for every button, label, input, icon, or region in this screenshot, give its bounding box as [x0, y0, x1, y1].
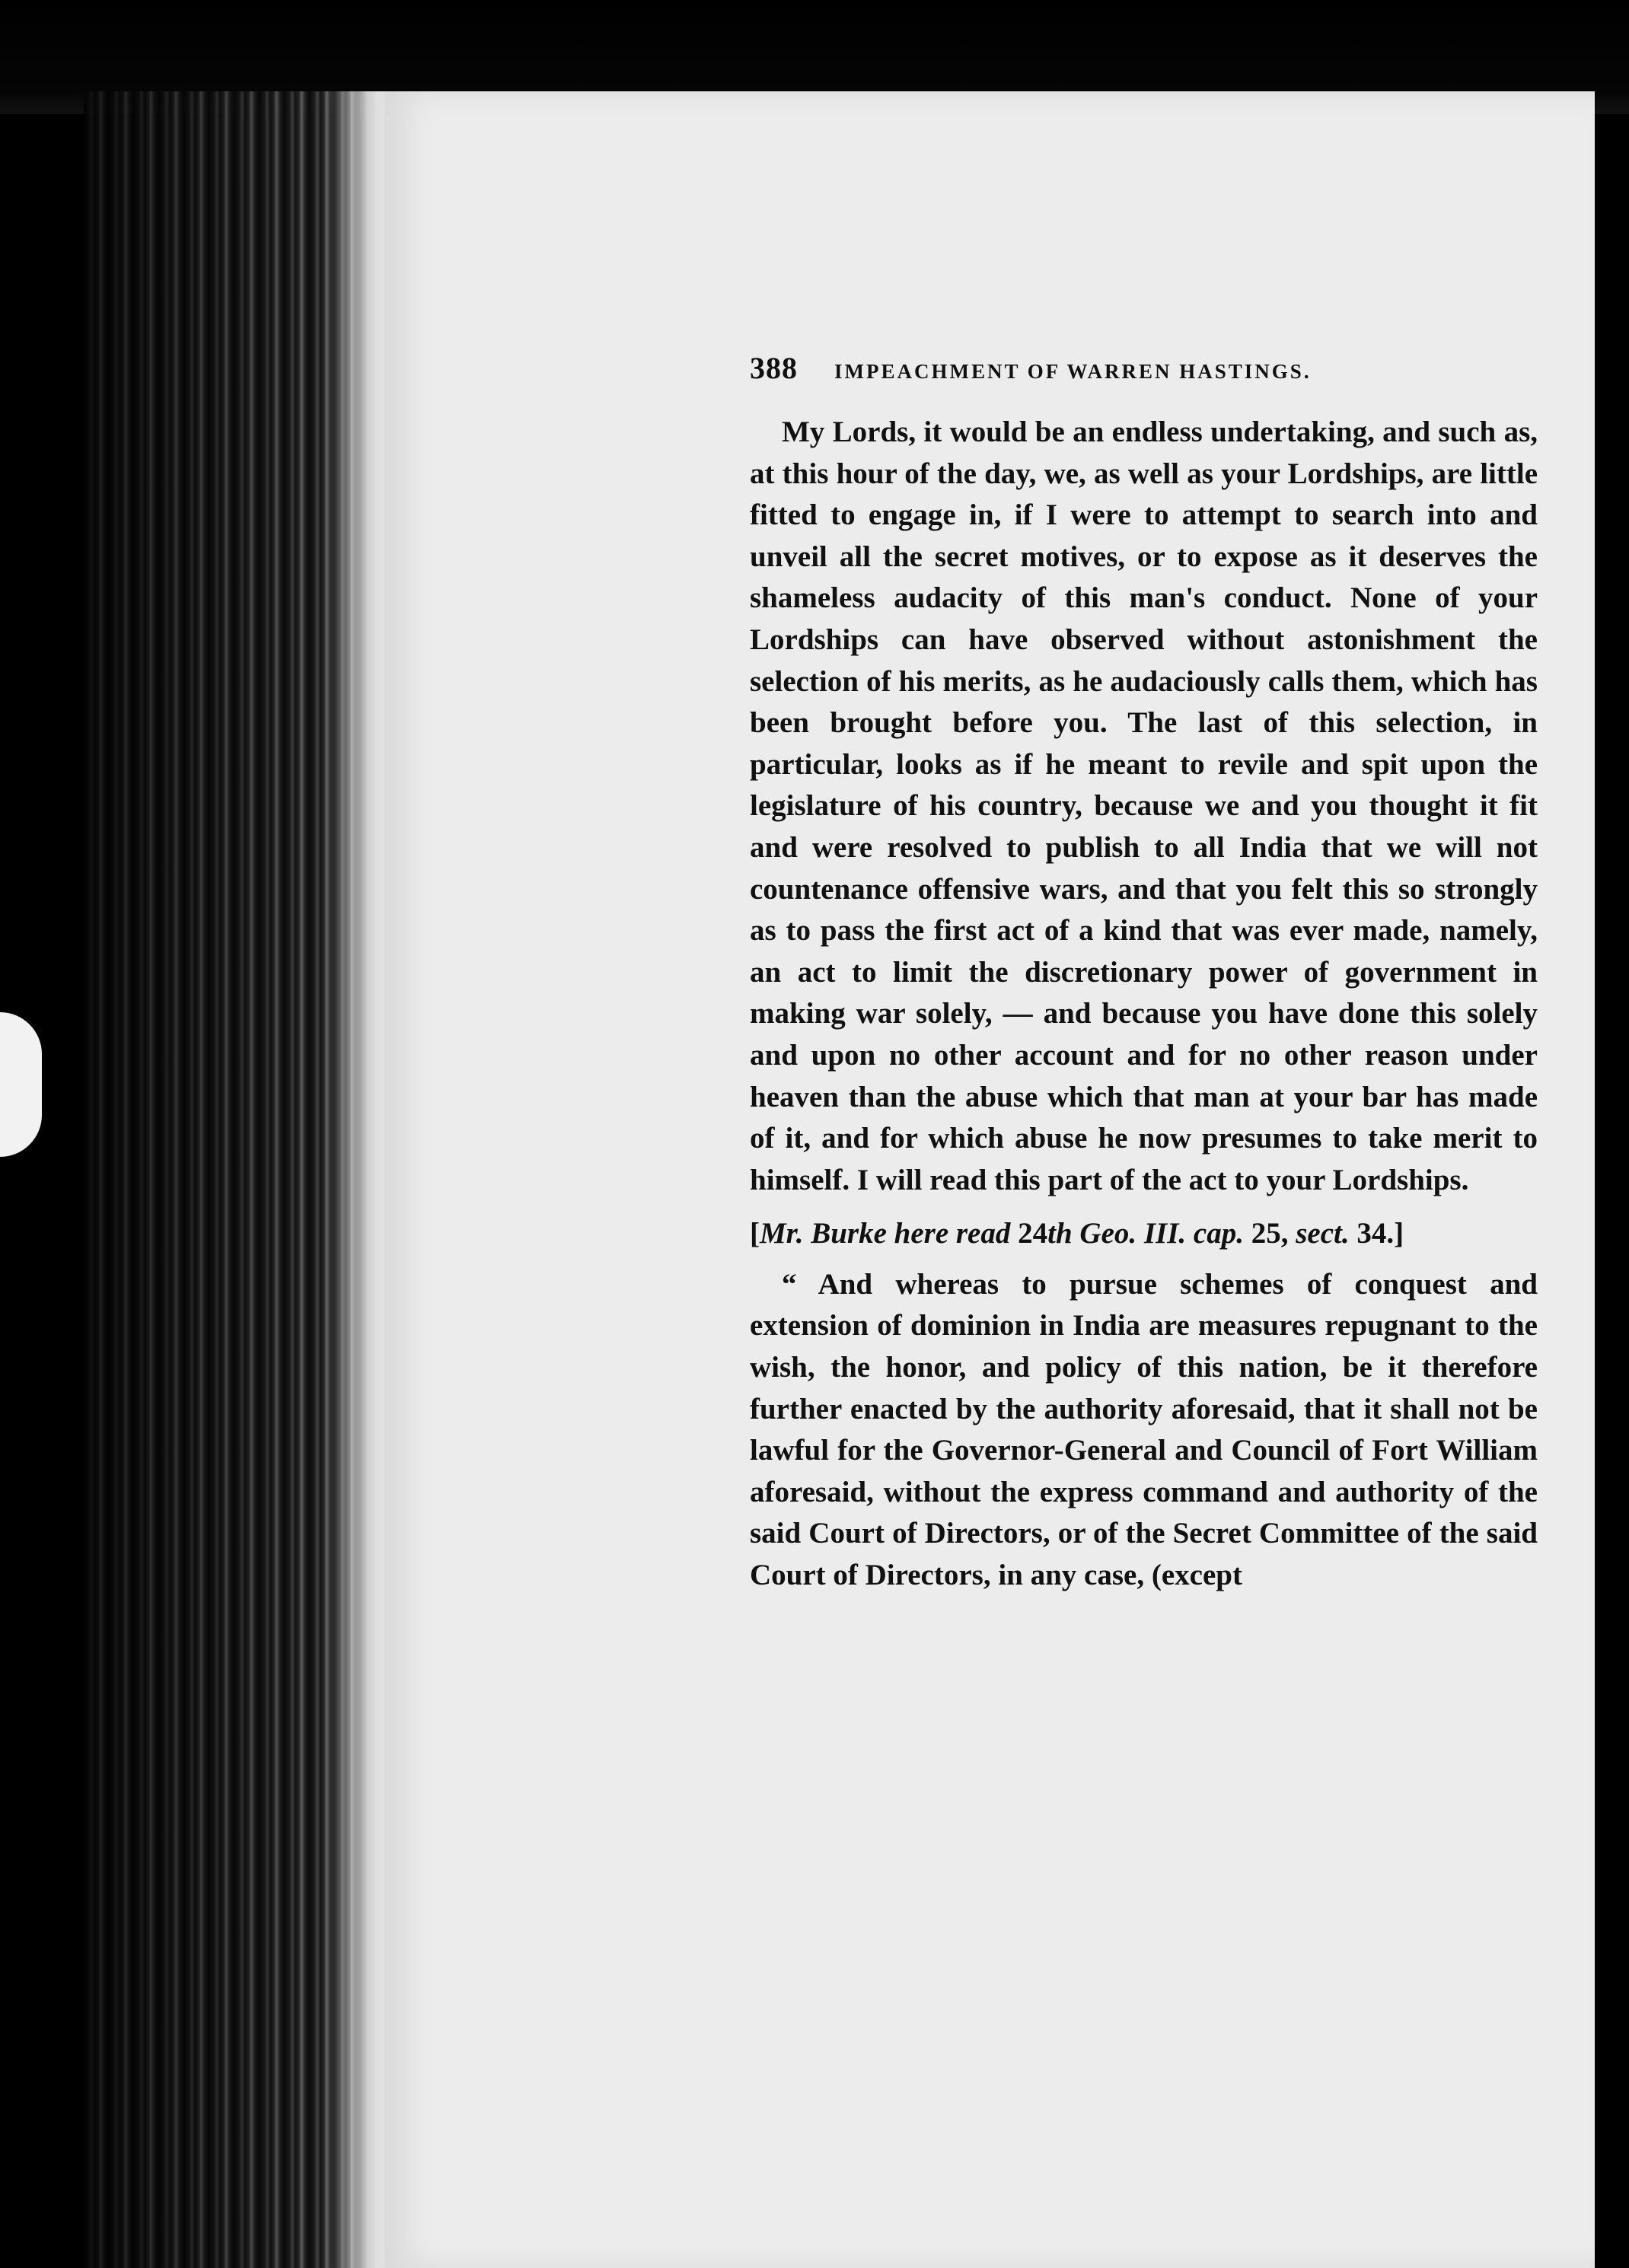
stage-direction-italic-2: th Geo. III. cap. — [1047, 1217, 1244, 1250]
body-paragraph: My Lords, it would be an endless undertaking, and such as, at this hour of the day, we, as well as your Lordships, are little fitted to engage in, if I were to attempt to search into and unveil all the secret motives, or to expose as it deserves the shameless audacity of this man's conduct. None of your Lordships can have observed without astonishment the selection of his merits, as he audaciously calls them, which has been brought before you. The last of this selection, in particular, looks as if he meant to revile and spit upon the legislature of his country, because we and you thought it fit and were resolved to publish to all India that we will not countenance offensive wars, and that you felt this so strongly as to pass the first act of a kind that was ever made, namely, an act to limit the discretionary power of government in making war solely, — and because you have done this solely and upon no other account and for no other reason under heaven than the abuse which that man at your bar has made of it, and for which abuse he now presumes to take merit to himself. I will read this part of the act to your Lordships. — [750, 416, 1538, 1196]
bracket-open: [ — [750, 1217, 760, 1250]
stage-direction-italic-3: sect. — [1296, 1217, 1350, 1250]
page-gutter-edge — [327, 91, 388, 2268]
stage-direction — [750, 1213, 1538, 1255]
stage-direction-plain-3: 34.] — [1349, 1217, 1404, 1250]
stage-direction-plain-1: 24 — [1010, 1217, 1048, 1250]
stage-direction-plain-2: 25, — [1243, 1217, 1296, 1250]
stage-direction-italic-1: Mr. Burke here read — [760, 1217, 1011, 1250]
page-number: 388 — [750, 351, 798, 385]
running-head-title: IMPEACHMENT OF WARREN HASTINGS. — [834, 360, 1312, 383]
scan-artifact — [0, 1012, 42, 1157]
page-text-block — [750, 350, 1538, 1597]
act-quotation: “ And whereas to pursue schemes of conquest and extension of dominion in India are measures repugnant to the wish, the honor, and policy of this nation, be it therefore further enacted by the authority aforesaid, that it shall not be lawful for the Governor-General and Council of Fort William aforesaid, without the express command and authority of the said Court of Directors, or of the Secret Committee of the said Court of Directors, in any case, (except — [750, 1267, 1538, 1592]
running-head — [750, 350, 1538, 386]
